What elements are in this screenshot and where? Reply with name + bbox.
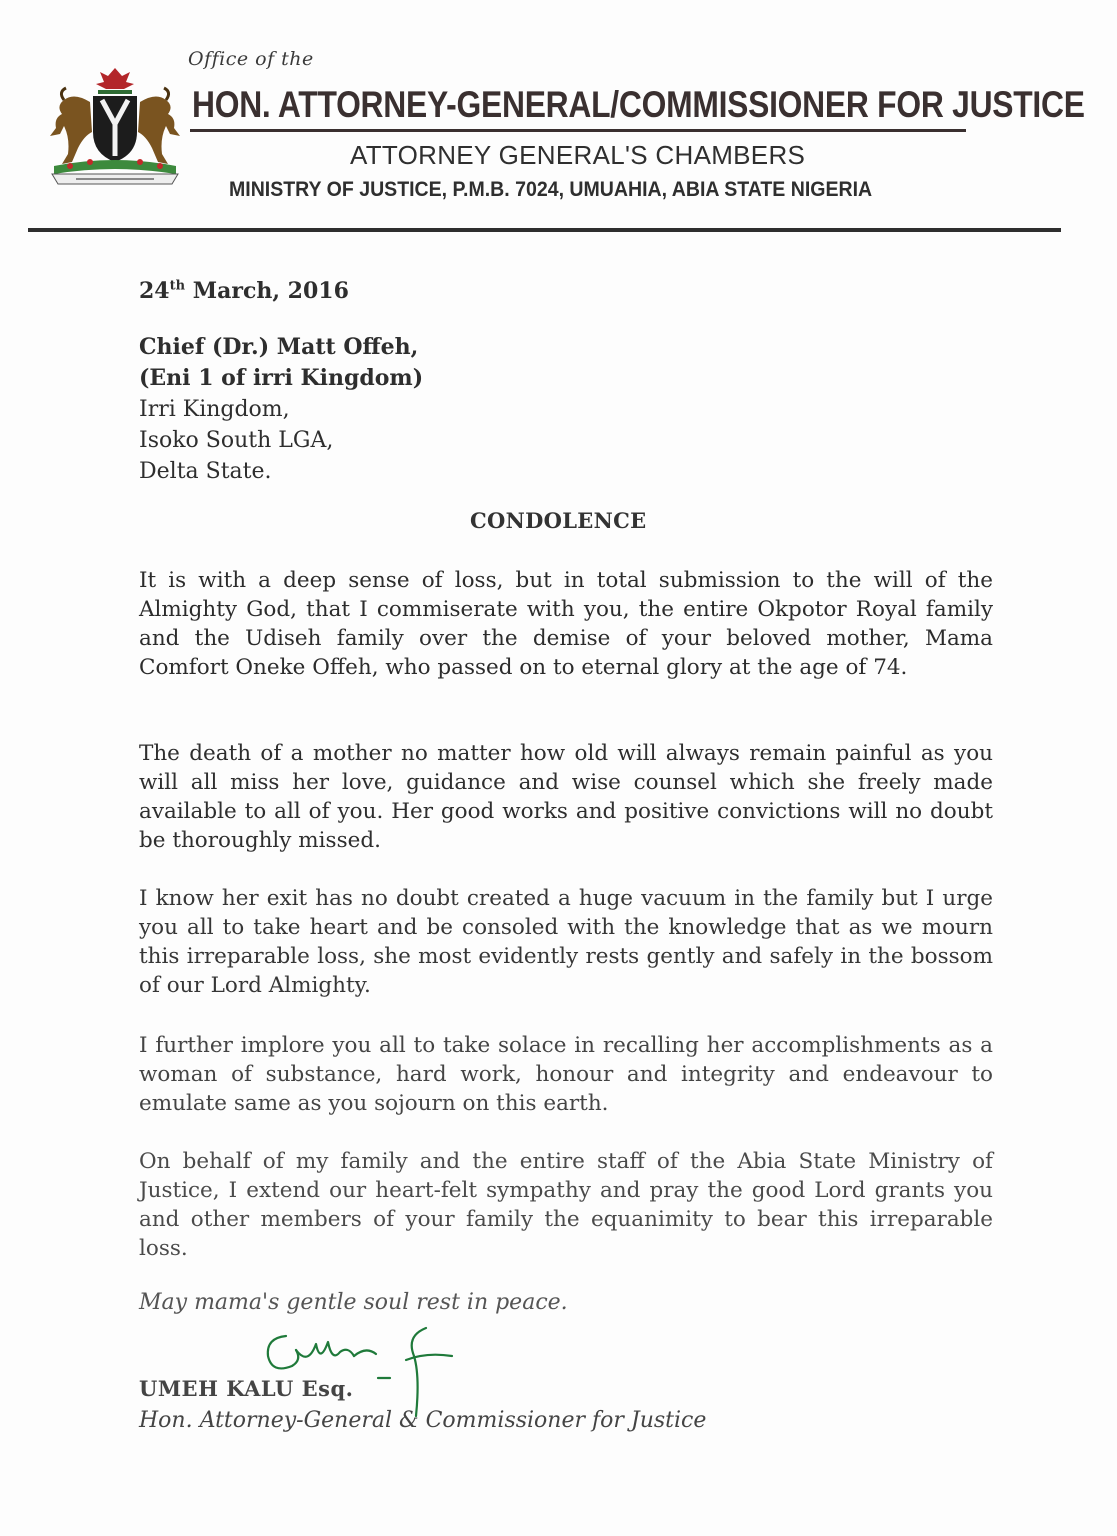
signer-name: UMEH KALU Esq.: [139, 1376, 354, 1401]
address-line: Irri Kingdom,: [139, 397, 290, 422]
recipient-name: Chief (Dr.) Matt Offeh,: [139, 334, 419, 360]
closing-line: May mama's gentle soul rest in peace.: [139, 1290, 568, 1315]
date-day: 24: [139, 278, 170, 304]
date-suffix: th: [169, 278, 186, 294]
address-line: Delta State.: [139, 459, 272, 484]
ministry-address: MINISTRY OF JUSTICE, P.M.B. 7024, UMUAHIA, ABIA STATE NIGERIA: [229, 178, 873, 201]
body-paragraph: I further implore you all to take solace in recalling her accomplishments as a woman of substance, hard work, honour and integrity and endeavour to emulate same as you sojourn on this earth.: [139, 1033, 993, 1116]
office-of-label: Office of the: [188, 48, 314, 70]
coat-of-arms-icon: [40, 62, 190, 190]
address-line: Isoko South LGA,: [139, 428, 334, 453]
recipient-address: [139, 332, 423, 487]
date-month-year: March, 2016: [185, 278, 349, 304]
body-paragraph: On behalf of my family and the entire staff of the Abia State Ministry of Justice, I extend our heart-felt sympathy and pray the good Lord grants you and other members of your family the equanimity to bear this irreparable loss.: [139, 1149, 993, 1261]
chambers-label: ATTORNEY GENERAL'S CHAMBERS: [350, 140, 806, 170]
body-paragraph: I know her exit has no doubt created a huge vacuum in the family but I urge you all to take heart and be consoled with the knowledge that as we mourn this irreparable loss, she most evidently rests gently and safely in the bossom of our Lord Almighty.: [139, 886, 993, 998]
recipient-title: (Eni 1 of irri Kingdom): [139, 365, 424, 391]
letterhead-divider: [28, 228, 1061, 232]
letter-date: [139, 278, 349, 304]
title-underline: [190, 129, 966, 132]
body-paragraph: It is with a deep sense of loss, but in total submission to the will of the Almighty God, that I commiserate with you, the entire Okpotor Royal family and the Udiseh family over the demise of your beloved mother, Mama Comfort Oneke Offeh, who passed on to eternal glory at the age of 74.: [139, 568, 993, 680]
body-paragraph: The death of a mother no matter how old will always remain painful as you will all miss her love, guidance and wise counsel which she freely made available to all of you. Her good works and positive convictions will no doubt be thoroughly missed.: [139, 741, 993, 853]
office-title: HON. ATTORNEY-GENERAL/COMMISSIONER FOR JUSTICE: [192, 84, 1085, 125]
letter-subject: CONDOLENCE: [470, 508, 647, 533]
signer-title: Hon. Attorney-General & Commissioner for Justice: [139, 1408, 707, 1433]
